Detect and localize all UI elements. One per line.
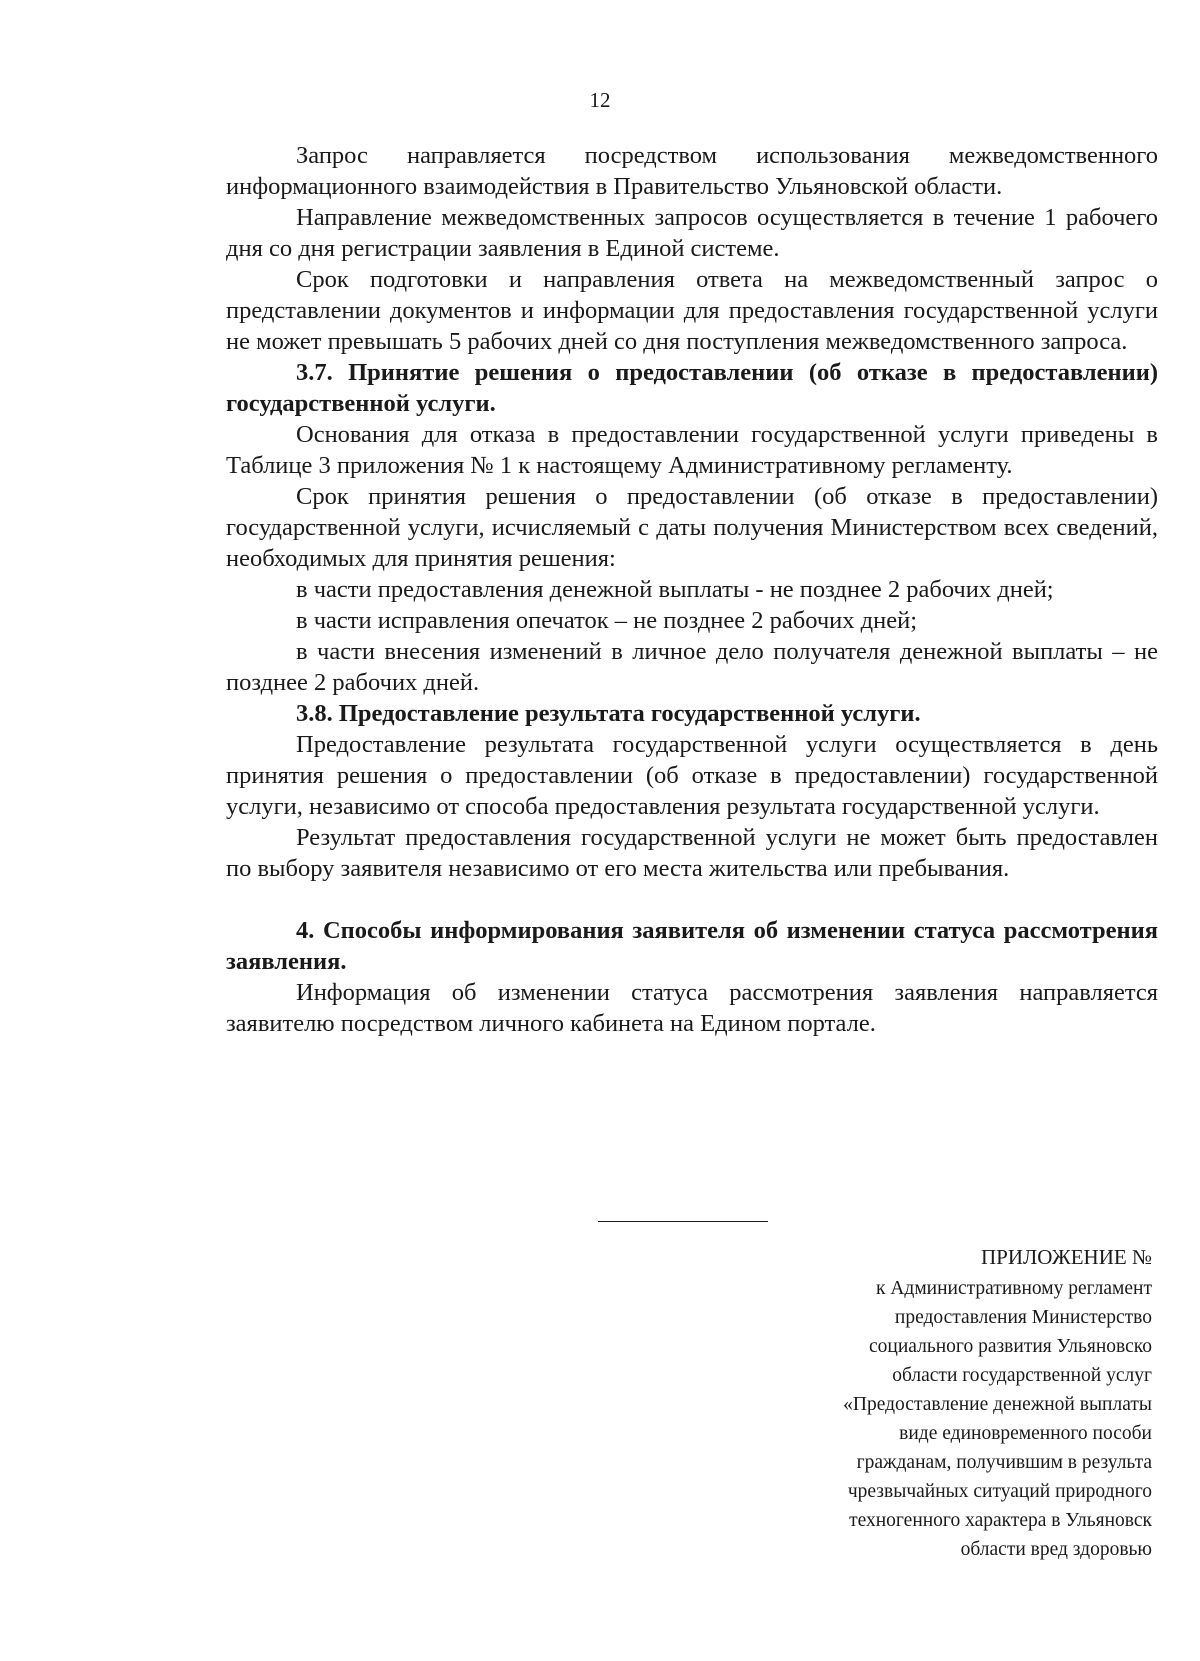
list-item: в части исправления опечаток – не позднее 2 рабочих дней; <box>296 607 918 634</box>
section-heading-3-8: 3.8. Предоставление результата государственной услуги. <box>296 700 921 727</box>
list-item: в части предоставления денежной выплаты - не позднее 2 рабочих дней; <box>296 576 1054 603</box>
document-body <box>226 140 1158 1039</box>
appendix-line: «Предоставление денежной выплаты <box>843 1394 1152 1415</box>
paragraph: Информация об изменении статуса рассмотрения заявления направляется заявителю посредством личного кабинета на Едином портале. <box>226 979 1158 1037</box>
appendix-header <box>760 1243 1152 1564</box>
appendix-line: предоставления Министерство <box>894 1307 1152 1328</box>
appendix-line: социального развития Ульяновско <box>869 1336 1152 1357</box>
appendix-line: чрезвычайных ситуаций природного <box>847 1481 1152 1502</box>
section-heading-3-7: 3.7. Принятие решения о предоставлении (об отказе в предоставлении) государственной услуги. <box>226 359 1158 417</box>
appendix-line: техногенного характера в Ульяновск <box>849 1510 1152 1531</box>
paragraph: Предоставление результата государственной услуги осуществляется в день принятия решения о предоставлении (об отказе в предоставлении) государственной услуги, независимо от способа предоставления результата государственной услуги. <box>226 731 1158 820</box>
separator-line <box>598 1221 768 1222</box>
paragraph: Запрос направляется посредством использования межведомственного информационного взаимодействия в Правительство Ульяновской области. <box>226 142 1158 200</box>
paragraph: Срок принятия решения о предоставлении (об отказе в предоставлении) государственной услуги, исчисляемый с даты получения Министерством всех сведений, необходимых для принятия решения: <box>226 483 1158 572</box>
section-heading-4: 4. Способы информирования заявителя об изменении статуса рассмотрения заявления. <box>226 917 1158 975</box>
page-number: 12 <box>589 88 611 112</box>
appendix-line: области государственной услуг <box>892 1365 1152 1386</box>
appendix-line: к Административному регламент <box>875 1278 1152 1299</box>
appendix-line: гражданам, получившим в результа <box>856 1452 1152 1473</box>
paragraph: Срок подготовки и направления ответа на межведомственный запрос о представлении документов и информации для предоставления государственной услуги не может превышать 5 рабочих дней со дня поступления межведомственного запроса. <box>226 266 1158 355</box>
appendix-title: ПРИЛОЖЕНИЕ № <box>981 1245 1152 1269</box>
paragraph: Результат предоставления государственной услуги не может быть предоставлен по выбору заявителя независимо от его места жительства или пребывания. <box>226 824 1158 882</box>
list-item: в части внесения изменений в личное дело получателя денежной выплаты – не позднее 2 рабочих дней. <box>226 638 1158 696</box>
section-gap <box>226 884 1158 915</box>
appendix-line: области вред здоровью <box>960 1539 1152 1560</box>
paragraph: Направление межведомственных запросов осуществляется в течение 1 рабочего дня со дня регистрации заявления в Единой системе. <box>226 204 1158 262</box>
appendix-line: виде единовременного пособи <box>899 1423 1152 1444</box>
paragraph: Основания для отказа в предоставлении государственной услуги приведены в Таблице 3 приложения № 1 к настоящему Административному регламенту. <box>226 421 1158 479</box>
